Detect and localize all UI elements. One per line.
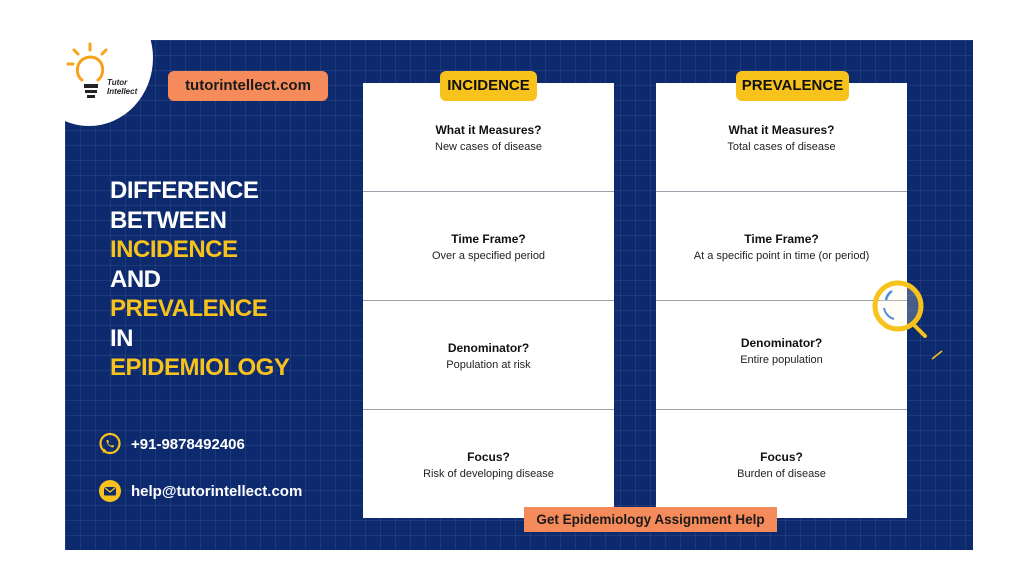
prevalence-row: Denominator? Entire population [656, 301, 907, 410]
mail-icon [98, 479, 122, 503]
page-title: DIFFERENCE BETWEEN INCIDENCE AND PREVALENCE IN EPIDEMIOLOGY [110, 177, 290, 381]
magnifier-icon [870, 278, 946, 360]
phone-contact[interactable] [98, 432, 245, 456]
incidence-row: Denominator? Population at risk [363, 301, 614, 410]
incidence-column [363, 83, 614, 518]
brand-name: Tutor Intellect [107, 78, 138, 96]
prevalence-row: Focus? Burden of disease [737, 450, 826, 480]
email-contact[interactable] [98, 479, 302, 503]
prevalence-row: Time Frame? At a specific point in time (or period) [656, 192, 907, 301]
prevalence-row: What it Measures? Total cases of disease [656, 83, 907, 192]
whatsapp-icon [98, 432, 122, 456]
prevalence-header: PREVALENCE [736, 71, 849, 101]
lightbulb-logo-icon [62, 40, 112, 102]
incidence-row: Focus? Risk of developing disease [423, 450, 554, 480]
site-link[interactable]: tutorintellect.com [168, 71, 328, 101]
incidence-header: INCIDENCE [440, 71, 537, 101]
email-address: help@tutorintellect.com [131, 482, 303, 500]
phone-number: +91-9878492406 [131, 435, 245, 453]
assignment-help-button[interactable]: Get Epidemiology Assignment Help [524, 507, 777, 532]
incidence-row: Time Frame? Over a specified period [363, 192, 614, 301]
incidence-row: What it Measures? New cases of disease [363, 83, 614, 192]
